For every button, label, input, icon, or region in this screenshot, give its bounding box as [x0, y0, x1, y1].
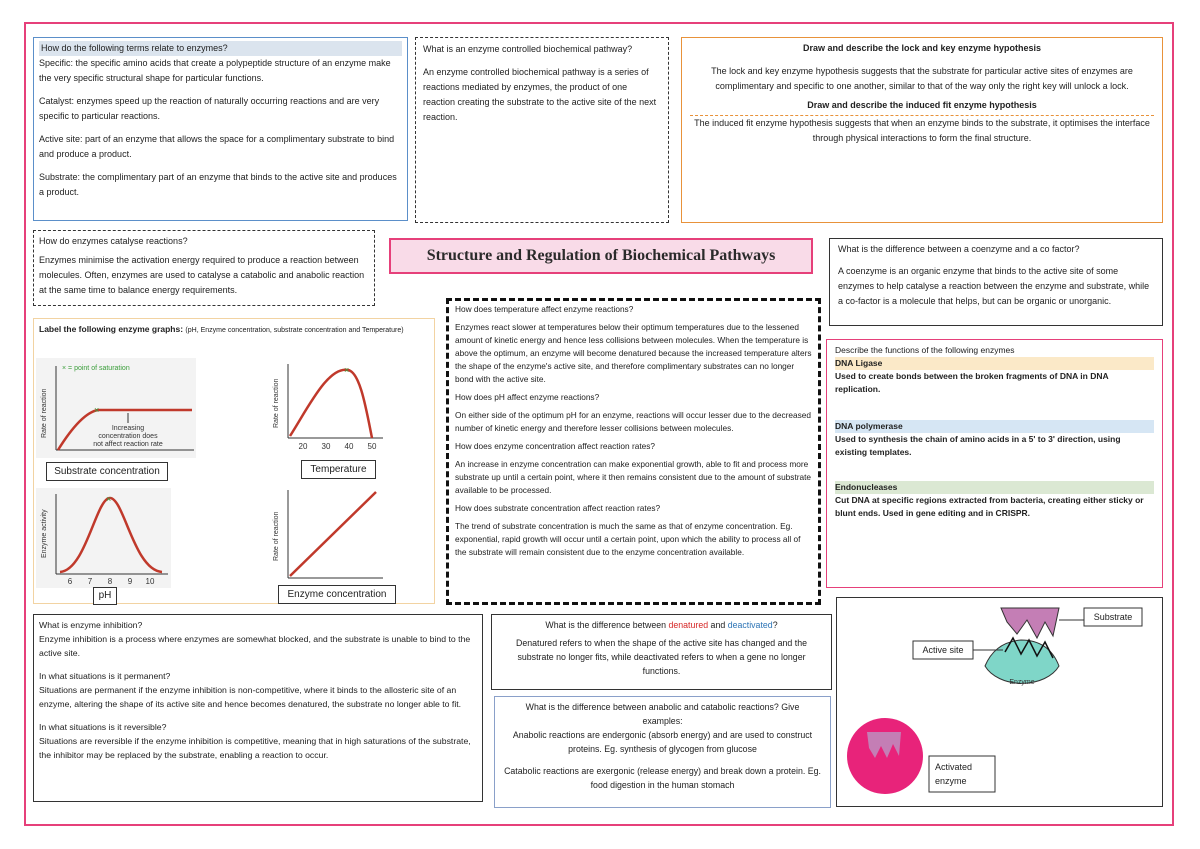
- denatured-box: [491, 614, 832, 690]
- ph-answer: On either side of the optimum pH for an enzyme, reactions will occur lesser due to the decreased number of kinetic energy and therefore lesser collisions between molecules.: [455, 410, 812, 433]
- active-site-label: Active site: [922, 645, 964, 655]
- anabolic-box: [494, 696, 831, 808]
- inhibition-answer: Enzyme inhibition is a process where enzymes are somewhat blocked, and the substrate is unable to bind to the active site.: [39, 634, 471, 658]
- ph-ylabel: Enzyme activity: [41, 509, 48, 558]
- deactivated-word: deactivated: [727, 620, 773, 630]
- factors-box: [446, 298, 821, 605]
- anabolic-question: What is the difference between anabolic and catabolic reactions? Give examples:: [525, 702, 800, 726]
- activated-label-1: Activated: [935, 762, 973, 772]
- temp-question: How does temperature affect enzyme reactions?: [455, 304, 634, 314]
- optimum-marker: ×: [344, 365, 350, 375]
- denatured-question: [498, 618, 825, 632]
- increasing-note-2: concentration does: [98, 433, 158, 440]
- catalyse-answer: Enzymes minimise the activation energy required to produce a reaction between molecules. Often, enzymes are used to catalyse a catabolic and anabolic reaction at the same time to balance energy requirements.: [39, 255, 365, 295]
- coenzyme-question: What is the difference between a coenzyme and a co factor?: [838, 244, 1080, 254]
- ph-question: How does pH affect enzyme reactions?: [455, 392, 600, 402]
- functions-box: [826, 339, 1163, 588]
- enzyme-ylabel: Rate of reaction: [273, 511, 280, 561]
- term-active-site: Active site: part of an enzyme that allows the space for a complimentary substrate to bind and produce a product.: [39, 134, 395, 159]
- polymerase-desc: Used to synthesis the chain of amino acids in a 5' to 3' direction, using existing templates.: [835, 434, 1121, 457]
- terms-question: How do the following terms relate to enzymes?: [39, 41, 402, 56]
- enzyme-label: Enzyme: [1009, 679, 1035, 686]
- temperature-ylabel: Rate of reaction: [273, 378, 280, 428]
- temperature-graph: [268, 358, 388, 454]
- functions-question: Describe the functions of the following enzymes: [835, 345, 1015, 355]
- reversible-answer: Situations are reversible if the enzyme inhibition is competitive, meaning that in high saturations of the substrate, the inhibitor may be replaced by the substrate, enabling a reaction to occur.: [39, 736, 471, 760]
- graphs-heading: [39, 322, 429, 338]
- enzyme-line: [290, 492, 376, 576]
- label-enzyme-concentration: Enzyme concentration: [278, 585, 396, 604]
- temp-tick: 30: [321, 442, 331, 451]
- coenzyme-answer: A coenzyme is an organic enzyme that binds to the active site of some enzymes to help catalyse a reaction between the enzyme and substrate, while a co-factor is a molecule that helps, but can be organic or unorganic.: [838, 266, 1150, 306]
- saturation-legend: × = point of saturation: [62, 365, 130, 372]
- lock-key-box: [681, 37, 1163, 223]
- graphs-heading-note: (pH, Enzyme concentration, substrate concentration and Temperature): [185, 327, 404, 334]
- sub-answer: The trend of substrate concentration is much the same as that of enzyme concentration. Eg. exponential, rapid growth will occur until a certain point, upon which the ability to process all of the substrate will remain consistent due to the enzyme concentration available.: [455, 521, 801, 557]
- ph-tick: 7: [87, 577, 93, 586]
- substrate-shape: [1001, 608, 1059, 638]
- temperature-curve: [290, 370, 372, 438]
- sub-question: How does substrate concentration affect reaction rates?: [455, 503, 661, 513]
- lock-key-heading: Draw and describe the lock and key enzyme hypothesis: [802, 43, 1042, 53]
- induced-fit-heading: Draw and describe the induced fit enzyme hypothesis: [807, 100, 1037, 110]
- activated-enzyme-body: [847, 718, 923, 794]
- pathway-answer: An enzyme controlled biochemical pathway is a series of reactions mediated by enzymes, the product of one reaction creating the substrate to the active site of the next reaction.: [423, 67, 657, 122]
- enzyme-concentration-graph: [268, 486, 388, 582]
- page-title: Structure and Regulation of Biochemical Pathways: [389, 238, 813, 274]
- ph-tick: 6: [67, 577, 73, 586]
- ligase-desc: Used to create bonds between the broken fragments of DNA in DNA replication.: [835, 371, 1109, 394]
- conc-question: How does enzyme concentration affect reaction rates?: [455, 441, 656, 451]
- endonuclease-desc: Cut DNA at specific regions extracted from bacteria, creating either sticky or blunt ends. Used in gene editing and in CRISPR.: [835, 495, 1144, 518]
- induced-fit-answer: The induced fit enzyme hypothesis suggests that when an enzyme binds to the substrate, it optimises the interface through physical interactions to form the final structure.: [694, 118, 1150, 143]
- polymerase-name: DNA polymerase: [835, 420, 1154, 433]
- catabolic-answer: Catabolic reactions are exergonic (release energy) and break down a protein. Eg. food digestion in the human stomach: [504, 766, 821, 790]
- denatured-word: denatured: [668, 620, 709, 630]
- ph-graph: [36, 488, 171, 588]
- pathway-question: What is an enzyme controlled biochemical pathway?: [423, 44, 633, 54]
- substrate-label: Substrate: [1093, 612, 1133, 622]
- permanent-question: In what situations is it permanent?: [39, 671, 171, 681]
- inhibition-question: What is enzyme inhibition?: [39, 620, 143, 630]
- activated-label-2: enzyme: [935, 776, 967, 786]
- catalyse-box: [33, 230, 375, 306]
- lock-key-answer: The lock and key enzyme hypothesis suggests that the substrate for particular active sites of enzymes are complimentary and specific to one another, similar to that of the way only the right key will unlock a lock.: [711, 66, 1133, 91]
- temp-tick: 20: [298, 442, 308, 451]
- permanent-answer: Situations are permanent if the enzyme inhibition is non-competitive, where it binds to the allosteric site of an enzyme, altering the shape of its active site and hence becomes denatured, the substrate no longer able to fit.: [39, 685, 462, 709]
- conc-answer: An increase in enzyme concentration can make exponential growth, able to fit and process more substrate up until a certain point, where it then remains consistent due to the amount of substrate available to be processed.: [455, 459, 812, 495]
- label-ph: pH: [93, 587, 117, 605]
- denatured-q-post: ?: [772, 620, 778, 630]
- denatured-q-pre: What is the difference between: [545, 620, 669, 630]
- increasing-note-1: Increasing: [111, 425, 145, 432]
- inhibition-box: [33, 614, 483, 802]
- enzyme-diagram: [837, 598, 1162, 806]
- label-substrate-concentration: Substrate concentration: [46, 462, 168, 481]
- catalyse-question: How do enzymes catalyse reactions?: [39, 236, 188, 246]
- substrate-graph: [36, 358, 196, 458]
- increasing-note-3: not affect reaction rate: [93, 441, 163, 448]
- substrate-ylabel: Rate of reaction: [41, 388, 48, 438]
- ph-tick: 8: [107, 577, 113, 586]
- saturation-marker: ×: [94, 405, 100, 415]
- graphs-heading-main: Label the following enzyme graphs:: [39, 324, 184, 334]
- denatured-q-mid: and: [708, 620, 728, 630]
- endonuclease-name: Endonucleases: [835, 481, 1154, 494]
- ph-tick: 10: [145, 577, 155, 586]
- temp-tick: 50: [367, 442, 377, 451]
- denatured-answer: Denatured refers to when the shape of the active site has changed and the substrate no longer fits, while deactivated refers to when a gene no longer functions.: [516, 638, 807, 676]
- optimum-marker: ×: [106, 494, 112, 504]
- reversible-question: In what situations is it reversible?: [39, 722, 167, 732]
- pathway-box: [415, 37, 669, 223]
- label-temperature: Temperature: [301, 460, 376, 479]
- anabolic-answer: Anabolic reactions are endergonic (absorb energy) and are used to construct proteins. Eg. synthesis of glycogen from glucose: [512, 730, 813, 754]
- temp-tick: 40: [344, 442, 354, 451]
- temp-answer: Enzymes react slower at temperatures below their optimum temperatures due to the lessened amount of kinetic energy and hence less collisions between molecules. When the temperature is above the optimum, an enzyme will become denatured because the increased temperature alters the shape of the enzyme's active site, and therefore complimentary substrates can no longer bond with the active site.: [455, 322, 812, 384]
- coenzyme-box: [829, 238, 1163, 326]
- term-specific: Specific: the specific amino acids that create a polypeptide structure of an enzyme make the very specific structural shape for particular functions.: [39, 58, 391, 83]
- term-catalyst: Catalyst: enzymes speed up the reaction of naturally occurring reactions and are very specific to particular reactions.: [39, 96, 380, 121]
- ligase-name: DNA Ligase: [835, 357, 1154, 370]
- term-substrate: Substrate: the complimentary part of an enzyme that binds to the active site and produces a product.: [39, 172, 397, 197]
- terms-box: [33, 37, 408, 221]
- ph-tick: 9: [127, 577, 133, 586]
